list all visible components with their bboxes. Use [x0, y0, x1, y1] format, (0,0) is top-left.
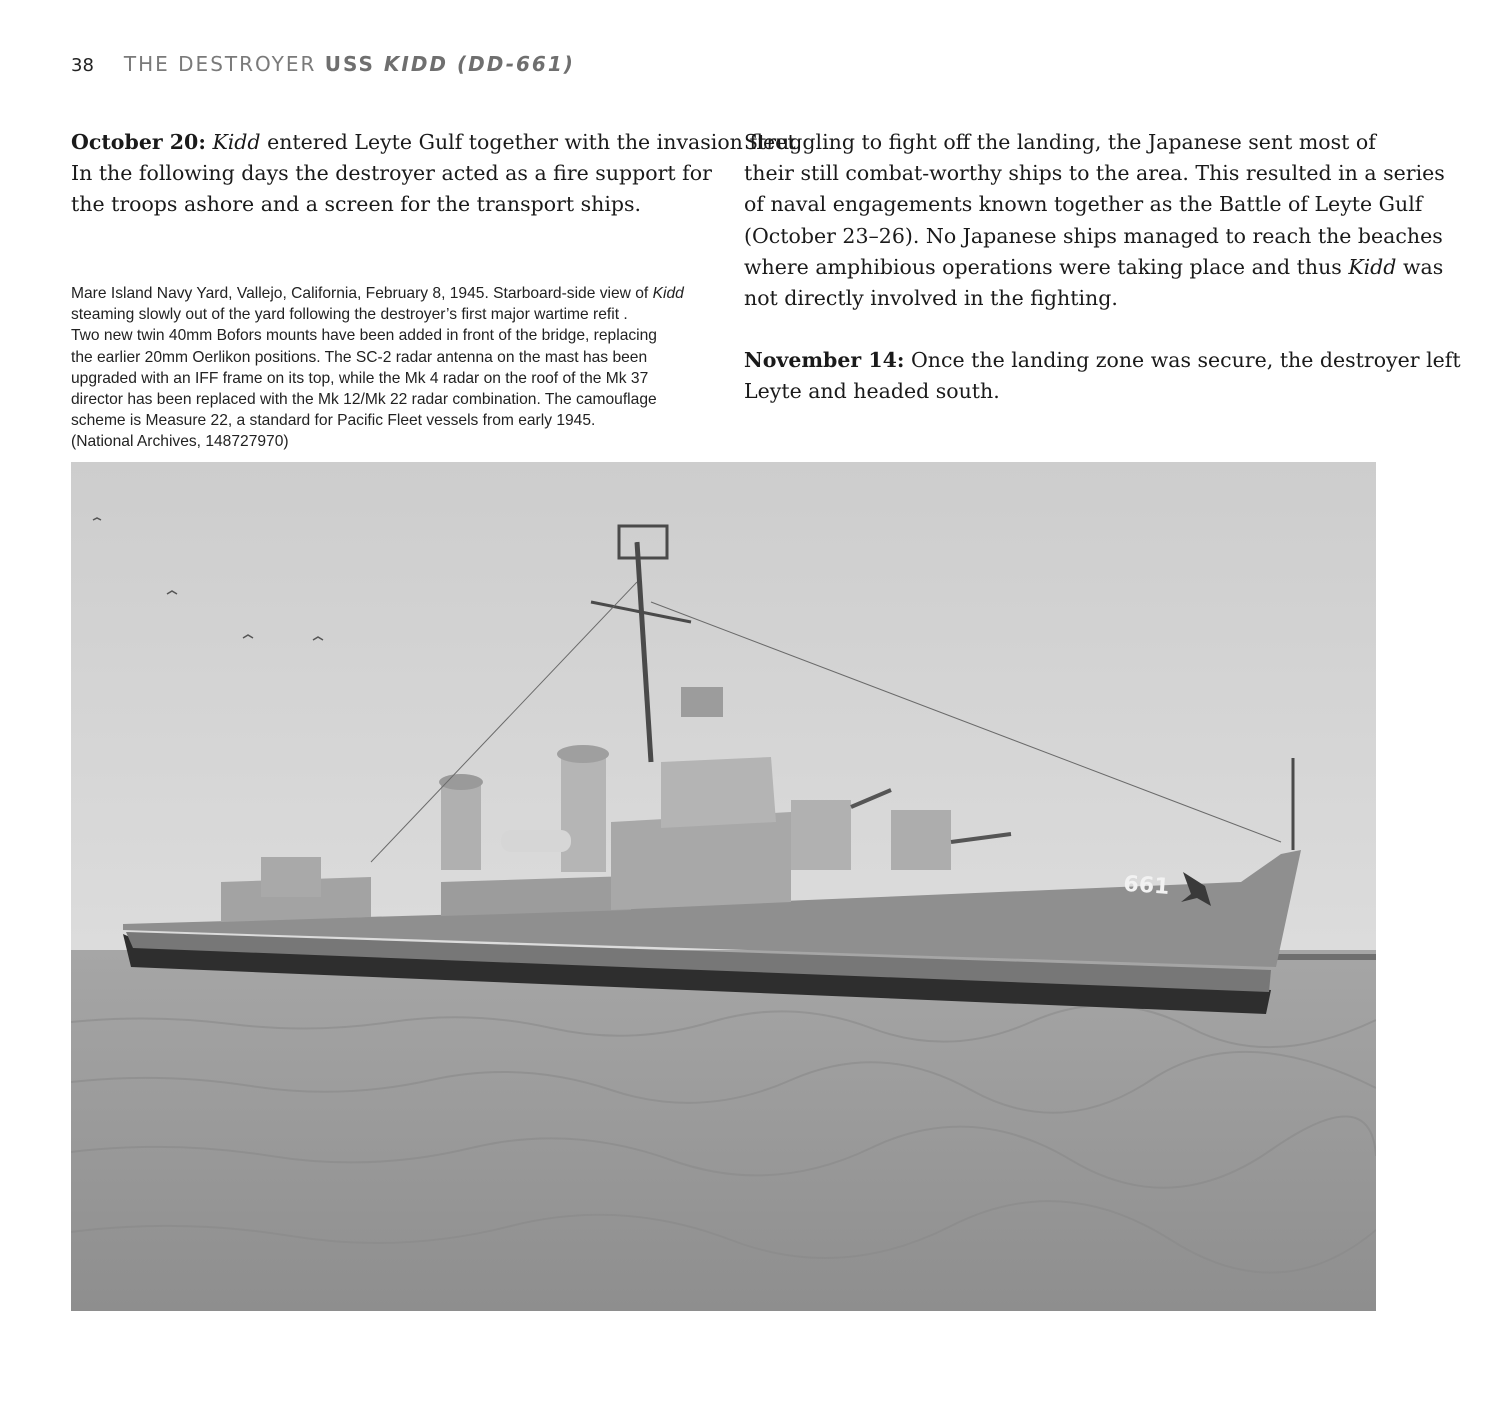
hull-number: 661: [1122, 871, 1171, 900]
ship-title: [325, 52, 575, 76]
funnel-aft: [441, 780, 481, 870]
gun-mount-fwd-1: [791, 800, 851, 870]
text-line: Leyte and headed south.: [744, 379, 1000, 404]
caption-line: upgraded with an IFF frame on its top, while the Mk 4 radar on the roof of the Mk 37: [71, 369, 649, 387]
text-line: the troops ashore and a screen for the transport ships.: [71, 192, 642, 217]
caption-text: Mare Island Navy Yard, Vallejo, California, February 8, 1945. Starboard-side view of: [71, 285, 653, 302]
text-line: their still combat-worthy ships to the area. This resulted in a series: [744, 161, 1445, 186]
right-column: [744, 127, 1461, 408]
distant-shore: [1276, 954, 1376, 960]
text-line: [744, 252, 1444, 283]
bridge: [661, 757, 776, 828]
text-line: [744, 345, 1461, 376]
caption-line: [71, 283, 721, 304]
caption-line: (National Archives, 148727970): [71, 433, 289, 451]
ship-name-italic: Kidd: [1348, 254, 1397, 279]
text-line: not directly involved in the fighting.: [744, 286, 1118, 311]
left-column: [71, 127, 803, 221]
gun-mount-aft: [261, 857, 321, 897]
ship-name: KIDD (DD-661): [383, 52, 575, 76]
page-number: 38: [71, 55, 94, 76]
text-line: [71, 127, 803, 158]
caption-line: Two new twin 40mm Bofors mounts have been added in front of the bridge, replacing: [71, 327, 657, 345]
text-span: Once the landing zone was secure, the destroyer left: [904, 348, 1461, 373]
superstructure: [611, 812, 791, 910]
gun-mount-fwd-2: [891, 810, 951, 870]
lifeboat: [501, 830, 571, 852]
book-title: THE DESTROYER: [123, 52, 325, 76]
caption-line: director has been replaced with the Mk 12/Mk 22 radar combination. The camouflage: [71, 391, 657, 409]
ship-name-italic: Kidd: [212, 130, 261, 154]
text-span: where amphibious operations were taking place and thus: [744, 254, 1349, 279]
funnel-fwd-cap: [557, 745, 609, 763]
paragraph-november-14: [744, 345, 1461, 407]
text-line: (October 23–26). No Japanese ships managed to reach the beaches: [744, 223, 1443, 248]
ship-prefix: USS: [324, 52, 384, 76]
funnel-fwd: [561, 752, 606, 872]
paragraph-leyte-gulf: [744, 127, 1445, 314]
caption-line: steaming slowly out of the yard following the destroyer’s first major wartime refit .: [71, 306, 628, 324]
director: [681, 687, 723, 717]
paragraph-october-20: [71, 127, 803, 221]
ship-photo-illustration: [71, 462, 1376, 1311]
destroyer-photo: [71, 462, 1376, 1311]
running-head: [71, 52, 575, 76]
funnel-aft-cap: [439, 774, 483, 790]
text-line: Struggling to fight off the landing, the Japanese sent most of: [744, 130, 1376, 154]
date-heading: November 14:: [744, 348, 905, 373]
caption-line: the earlier 20mm Oerlikon positions. The SC-2 radar antenna on the mast has been: [71, 348, 648, 366]
deck-house-mid: [441, 876, 631, 916]
photo-caption: [71, 283, 721, 453]
text-span: was: [1396, 254, 1444, 279]
text-line: In the following days the destroyer acted as a fire support for: [71, 161, 712, 186]
caption-line: scheme is Measure 22, a standard for Pacific Fleet vessels from early 1945.: [71, 412, 596, 430]
text-line: of naval engagements known together as the Battle of Leyte Gulf: [744, 192, 1423, 217]
caption-ship-name: Kidd: [652, 285, 684, 302]
date-heading: October 20:: [71, 130, 206, 154]
text-span: entered Leyte Gulf together with the invasion fleet.: [260, 130, 803, 154]
